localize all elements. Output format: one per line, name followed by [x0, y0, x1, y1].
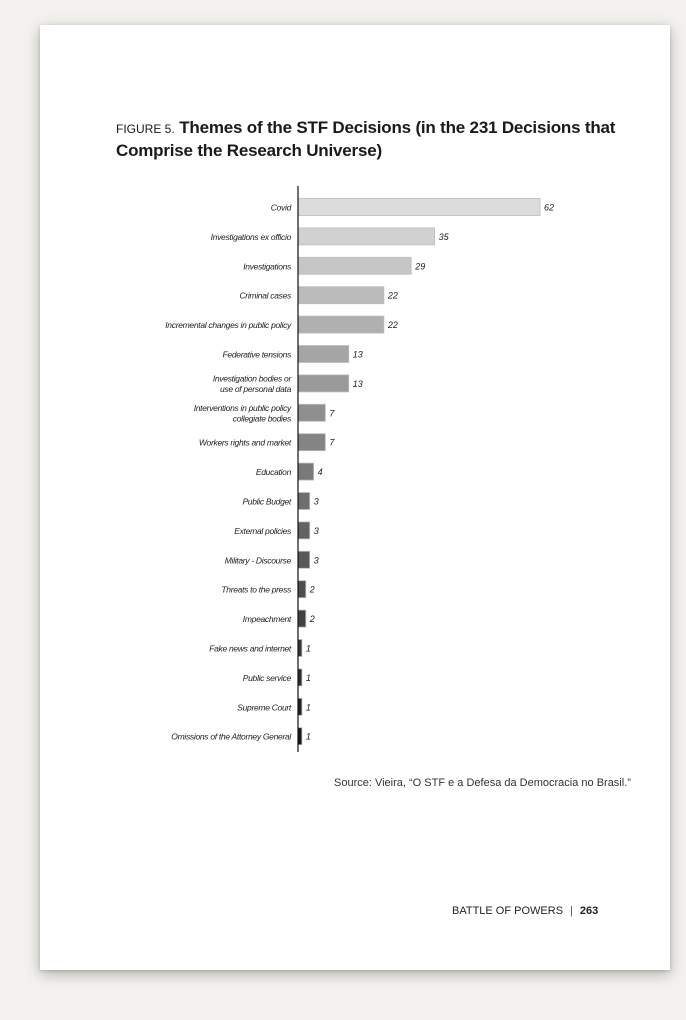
- bar: [298, 581, 306, 598]
- running-title: BATTLE OF POWERS: [452, 905, 564, 917]
- category-label: Military - Discourse: [224, 555, 291, 566]
- data-label: 1: [305, 643, 311, 654]
- bar: [298, 228, 435, 245]
- bar: [298, 463, 314, 480]
- data-label: 2: [309, 614, 315, 625]
- data-label: 62: [544, 202, 555, 213]
- data-label: 1: [305, 672, 311, 683]
- category-label: Omissions of the Attorney General: [171, 731, 291, 742]
- category-label: Criminal cases: [239, 290, 291, 301]
- bar: [298, 287, 384, 304]
- category-label: Education: [255, 467, 291, 478]
- bar: [298, 346, 349, 363]
- data-label: 3: [313, 555, 319, 566]
- category-label: Supreme Court: [237, 702, 291, 713]
- data-label: 7: [329, 408, 335, 419]
- category-label: Incremental changes in public policy: [165, 320, 291, 331]
- chart-source-note: Source: Vieira, “O STF e a Defesa da Democracia no Brasil.”: [334, 777, 631, 789]
- bar: [298, 610, 306, 627]
- figure-label: FIGURE 5.: [116, 122, 175, 136]
- bar: [298, 199, 540, 216]
- category-label: Investigation bodies or: [212, 373, 291, 384]
- figure-title-text: Themes of the STF Decisions (in the 231 Decisions that Comprise the Research Universe): [116, 118, 616, 160]
- data-label: 3: [313, 496, 319, 507]
- bar: [298, 257, 411, 274]
- data-label: 7: [329, 437, 335, 448]
- data-label: 4: [317, 467, 323, 478]
- category-label: Covid: [270, 202, 291, 213]
- category-label: collegiate bodies: [232, 413, 291, 424]
- data-label: 13: [352, 349, 363, 360]
- bar: [298, 316, 384, 333]
- bar: [298, 522, 310, 539]
- category-label: Investigations: [243, 261, 291, 272]
- bar: [298, 434, 325, 451]
- category-label: use of personal data: [219, 384, 291, 395]
- data-label: 13: [352, 378, 363, 389]
- bar: [298, 404, 325, 421]
- footer-separator: |: [570, 905, 573, 917]
- data-label: 2: [309, 584, 315, 595]
- data-label: 22: [387, 290, 398, 301]
- category-label: Fake news and internet: [209, 643, 291, 654]
- category-label: Public service: [242, 672, 291, 683]
- bar: [298, 493, 310, 510]
- data-label: 1: [305, 702, 311, 713]
- category-label: Interventions in public policy: [193, 403, 291, 414]
- bar: [298, 551, 310, 568]
- category-label: External policies: [234, 525, 291, 536]
- data-label: 22: [387, 320, 398, 331]
- bar: [298, 375, 349, 392]
- category-label: Threats to the press: [221, 584, 291, 595]
- category-label: Federative tensions: [222, 349, 291, 360]
- category-label: Investigations ex officio: [210, 231, 291, 242]
- data-label: 35: [438, 231, 449, 242]
- category-label: Public Budget: [242, 496, 291, 507]
- category-label: Workers rights and market: [198, 437, 291, 448]
- page-number: 263: [579, 905, 599, 917]
- data-label: 1: [305, 731, 311, 742]
- data-label: 29: [415, 261, 426, 272]
- category-label: Impeachment: [242, 614, 291, 625]
- data-label: 3: [313, 525, 319, 536]
